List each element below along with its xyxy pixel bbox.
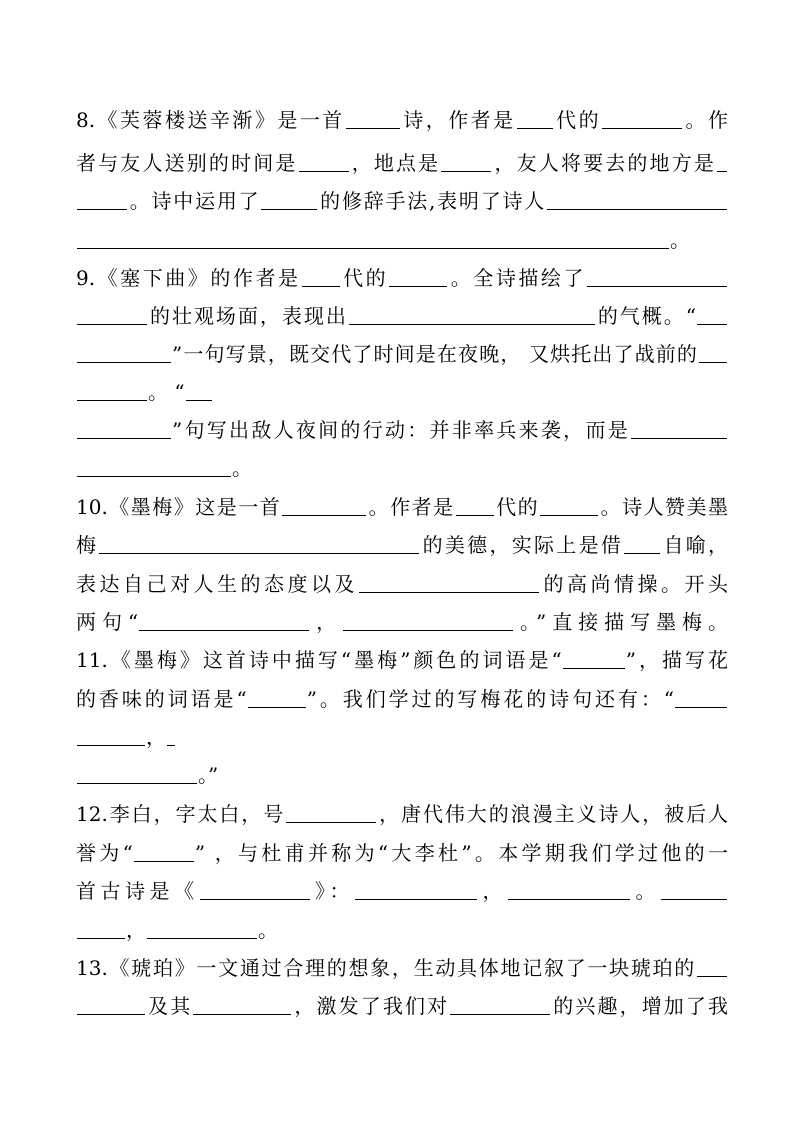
q13-line-2 [76, 991, 728, 1021]
q12-line-4 [76, 915, 728, 945]
text: 代的 [494, 495, 540, 519]
q12-line-3 [76, 876, 728, 906]
text: 的气概。“ [595, 304, 696, 328]
text: ” ，与杜甫并称为“大李杜”。本学期我们学过他的一 [194, 841, 728, 865]
blank[interactable] [282, 495, 366, 516]
blank[interactable] [587, 266, 727, 287]
q10-line-1 [76, 492, 728, 522]
text: ， [478, 879, 507, 903]
text: 。作 [683, 108, 729, 132]
text: 。” [198, 763, 219, 787]
text: 首古诗是《 [76, 879, 199, 903]
q10-line-3 [76, 569, 728, 599]
text: 11.《墨梅》这首诗中描写“墨梅”颜色的词语是“ [76, 648, 562, 672]
text: 诗，作者是 [400, 108, 516, 132]
q9-line-5 [76, 415, 728, 445]
blank[interactable] [77, 918, 125, 939]
text: 。 [670, 228, 690, 252]
text: 的壮观场面，表现出 [148, 304, 348, 328]
q12-line-2 [76, 838, 728, 868]
blank[interactable] [77, 342, 171, 363]
blank[interactable] [77, 304, 147, 325]
text: ”，描写花 [625, 648, 728, 672]
blank[interactable] [261, 189, 317, 210]
blank[interactable] [349, 304, 595, 325]
text: 的香味的词语是“ [76, 687, 247, 711]
text: 代的 [553, 108, 602, 132]
text: ，友人将要去的地方是 [492, 151, 717, 175]
q9-line-4 [76, 377, 728, 407]
blank[interactable] [661, 879, 727, 900]
text: ， [126, 918, 146, 942]
blank[interactable] [456, 495, 494, 516]
blank[interactable] [602, 108, 682, 129]
text: 的美德，实际上是借 [420, 533, 624, 557]
q8-line-2 [76, 148, 728, 178]
q8-line-1 [76, 105, 728, 135]
blank[interactable] [389, 266, 447, 287]
blank[interactable] [147, 918, 257, 939]
text: 。诗中运用了 [128, 189, 261, 213]
text: 的修辞手法,表明了诗人 [318, 189, 547, 213]
text: 13.《琥珀》一文通过合理的想象，生动具体地记叙了一块琥珀的 [76, 956, 696, 980]
q8-line-4 [76, 225, 728, 255]
blank[interactable] [302, 266, 340, 287]
q11-line-1 [76, 645, 728, 675]
text: ，唐代伟大的浪漫主义诗人，被后人 [377, 802, 728, 826]
q11-line-4 [76, 760, 728, 790]
blank[interactable] [563, 648, 625, 669]
text: 表达自己对人生的态度以及 [76, 572, 358, 596]
text: 12.李白，字太白，号 [76, 802, 286, 826]
q10-line-2 [76, 530, 728, 560]
blank[interactable] [186, 380, 212, 401]
blank[interactable] [248, 687, 306, 708]
blank[interactable] [134, 841, 194, 862]
q9-line-3 [76, 339, 728, 369]
text: ， [146, 725, 166, 749]
blank[interactable] [77, 380, 147, 401]
blank[interactable] [77, 725, 145, 746]
blank[interactable] [697, 304, 727, 325]
blank[interactable] [286, 802, 376, 823]
q11-line-3 [76, 722, 728, 752]
text: 。诗人赞美墨 [599, 495, 729, 519]
text: 梅 [76, 533, 99, 557]
blank[interactable] [193, 994, 291, 1015]
blank[interactable] [355, 879, 477, 900]
blank[interactable] [540, 495, 598, 516]
q13-line-1 [76, 953, 728, 983]
text: 8.《芙蓉楼送辛渐》是一首 [76, 108, 345, 132]
blank[interactable] [77, 189, 127, 210]
blank[interactable] [77, 763, 197, 784]
blank[interactable] [699, 342, 727, 363]
text: 。 “ [148, 380, 185, 404]
text: 。 [631, 879, 660, 903]
blank[interactable] [631, 418, 727, 439]
blank[interactable] [167, 725, 175, 746]
text: 。作者是 [367, 495, 455, 519]
text: 誉为“ [76, 841, 133, 865]
text: 两句“ [76, 610, 139, 634]
q9-line-1 [76, 263, 728, 293]
blank[interactable] [346, 108, 400, 129]
text: 》： [310, 879, 354, 903]
blank[interactable] [675, 687, 727, 708]
blank[interactable] [547, 189, 727, 210]
blank[interactable] [77, 418, 171, 439]
text: 者与友人送别的时间是 [76, 151, 298, 175]
blank[interactable] [624, 533, 660, 554]
blank[interactable] [697, 956, 727, 977]
blank[interactable] [77, 456, 231, 477]
text: 及其 [146, 994, 193, 1018]
q9-line-2 [76, 301, 728, 331]
q11-line-2 [76, 684, 728, 714]
blank[interactable] [517, 108, 553, 129]
blank[interactable] [77, 994, 145, 1015]
text: ，地点是 [349, 151, 441, 175]
blank[interactable] [441, 151, 491, 172]
text: 。 [232, 456, 252, 480]
text: 代的 [340, 266, 389, 290]
text: 的高尚情操。开头 [540, 572, 728, 596]
text: ，激发了我们对 [292, 994, 450, 1018]
q9-line-6 [76, 453, 728, 483]
blank[interactable] [359, 572, 539, 593]
blank[interactable] [299, 151, 349, 172]
text: ”句写出敌人夜间的行动：并非率兵来袭，而是 [172, 418, 630, 442]
blank[interactable] [717, 151, 727, 172]
q12-line-1 [76, 799, 728, 829]
text: 10.《墨梅》这是一首 [76, 495, 282, 519]
text: ， [310, 610, 343, 634]
text: ”。我们学过的写梅花的诗句还有：“ [306, 687, 674, 711]
blank[interactable] [99, 533, 419, 554]
text: 9.《塞下曲》的作者是 [76, 266, 301, 290]
q8-line-3 [76, 186, 728, 216]
blank[interactable] [77, 228, 669, 249]
text: 。 [258, 918, 278, 942]
text: 。全诗描绘了 [448, 266, 587, 290]
blank[interactable] [450, 994, 550, 1015]
text: 自喻， [661, 533, 729, 557]
q10-line-4 [76, 607, 728, 637]
text: 的兴趣，增加了我 [551, 994, 729, 1018]
text: 。”直接描写墨梅。 [514, 610, 728, 634]
text: ”一句写景，既交代了时间是在夜晚， 又烘托出了战前的 [172, 342, 698, 366]
blank[interactable] [200, 879, 310, 900]
blank[interactable] [139, 610, 309, 631]
blank[interactable] [508, 879, 630, 900]
blank[interactable] [343, 610, 513, 631]
